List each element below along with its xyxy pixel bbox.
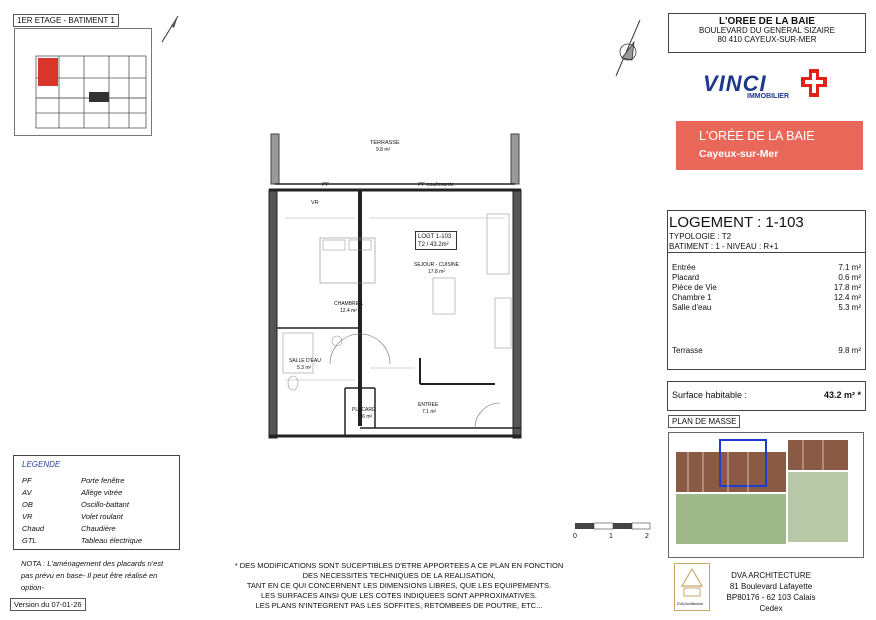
banner-title: L'ORÉE DE LA BAIE [699,129,815,143]
vinci-logo-sub: IMMOBILIER [747,93,789,100]
entry-area: 7.1 m² [422,409,437,415]
lot-title: LOGEMENT : 1-103 [669,214,804,231]
legend-code-chaud: Chaud [22,524,45,533]
vinci-cross-icon [799,67,829,99]
closet-label: PLACARD [352,407,376,413]
north-arrow-small-icon [158,14,182,44]
architect-logo-text: DVA Architecture [677,602,704,606]
project-title-box [668,13,866,53]
room-name-terrace: Terrasse [672,346,703,355]
highlighted-unit [38,58,58,86]
disclaimer-line: LES PLANS N'INTEGRENT PAS LES SOFFITES, RETOMBEES DE POUTRE, ETC... [255,601,543,610]
living-label: SEJOUR - CUISINE [414,262,460,268]
project-banner [676,121,863,170]
lot-building: BATIMENT : 1 - NIVEAU : R+1 [669,242,779,251]
legend-desc-ob: Oscillo-battant [81,500,129,509]
room-name-closet: Placard [672,273,700,282]
room-area-bedroom: 12.4 m² [833,293,861,302]
disclaimer-line: DES NECESSITES TECHNIQUES DE LA REALISATION, [302,571,496,580]
vr-label: VR [311,200,319,206]
legend-code-av: AV [22,488,32,497]
architect-logo [674,563,710,611]
surface-label: Surface habitable : [672,390,748,400]
address-line1: BOULEVARD DU GENERAL SIZAIRE [698,26,836,35]
lot-tag-line1: LOGT 1-103 [418,234,452,240]
pf-sliding-label: PF coulissante [418,182,454,188]
scale-tick-1: 1 [609,533,613,540]
floor-label: 1ER ETAGE - BATIMENT 1 [13,14,119,27]
legend-desc-vr: Volet roulant [81,512,123,521]
legend-desc-pf: Porte fenêtre [81,476,125,485]
surface-box [667,381,866,411]
mass-plan [668,432,864,558]
architect-logo-icon [675,564,709,602]
disclaimer-line: LES SURFACES AINSI QUE LES COTES INDIQUEES SONT APPROXIMATIVES. [260,591,538,600]
legend-title: LEGENDE [22,460,61,469]
legend-desc-chaud: Chaudière [81,524,116,533]
legend-code-ob: OB [22,500,33,509]
lot-details [667,210,866,370]
room-name-entry: Entrée [672,263,696,272]
room-name-bath: Salle d'eau [672,303,712,312]
architect-address2: BP80176 - 62 103 Calais Cedex [726,593,816,613]
lot-tag-line2: T2 / 43.2m² [418,242,449,248]
floor-plan [265,128,525,440]
terrace-label: TERRASSE [370,140,400,146]
entry-label: ENTREE [418,402,439,408]
bath-area: 5.3 m² [297,365,312,371]
closet-area: 0.6 m² [358,414,373,420]
architect-name: DVA ARCHITECTURE [731,571,811,580]
room-name-bedroom: Chambre 1 [672,293,712,302]
lot-typology: TYPOLOGIE : T2 [669,232,732,241]
legend-code-pf: PF [22,476,32,485]
terrace-area: 9.8 m² [376,147,391,153]
disclaimer [214,561,584,611]
bedroom-label: CHAMBRE 1 [334,301,364,307]
address-line2: 80 410 CAYEUX-SUR-MER [717,35,817,44]
legend-note: NOTA : L'aménagement des placards n'est pas prévu en base- Il peut être réalisé en option- [21,559,164,592]
room-area-bath: 5.3 m² [838,303,861,312]
pf-label: PF [322,182,330,188]
key-plan [14,28,152,136]
architect-info [718,570,824,614]
bath-label: SALLE D'EAU [289,358,321,364]
surface-value: 43.2 m² * [823,390,861,400]
disclaimer-line: * DES MODIFICATIONS SONT SUCEPTIBLES D'ETRE APPORTEES A CE PLAN EN FONCTION [234,561,564,570]
disclaimer-line: TANT EN CE QUI CONCERNENT LES DIMENSIONS LIBRES, QUE LES EQUIPEMENTS. [246,581,552,590]
room-area-living: 17.8 m² [833,283,861,292]
version-label: Version du 07-01-26 [10,598,86,611]
scale-bar-graphic [575,522,651,530]
banner-subtitle: Cayeux-sur-Mer [699,148,779,160]
room-area-terrace: 9.8 m² [838,346,861,355]
legend-code-vr: VR [22,512,33,521]
legend-desc-gtl: Tableau électrique [81,536,143,545]
room-area-closet: 0.6 m² [838,273,861,282]
room-area-entry: 7.1 m² [838,263,861,272]
bedroom-area: 12.4 m² [340,308,357,314]
legend [13,455,180,550]
living-area: 17.8 m² [428,269,445,275]
vinci-logo [703,65,833,105]
scale-tick-0: 0 [573,533,577,540]
legend-code-gtl: GTL [22,536,37,545]
scale-tick-2: 2 [645,533,649,540]
room-name-living: Pièce de Vie [672,283,717,292]
massplan-label: PLAN DE MASSE [668,415,740,428]
lot-tag [415,231,457,250]
project-name: L'OREE DE LA BAIE [719,16,815,27]
architect-address1: 81 Boulevard Lafayette [729,582,813,591]
vinci-logo-text: VINCI [703,71,767,96]
legend-desc-av: Allège vitrée [81,488,123,497]
north-arrow-icon [612,18,642,78]
